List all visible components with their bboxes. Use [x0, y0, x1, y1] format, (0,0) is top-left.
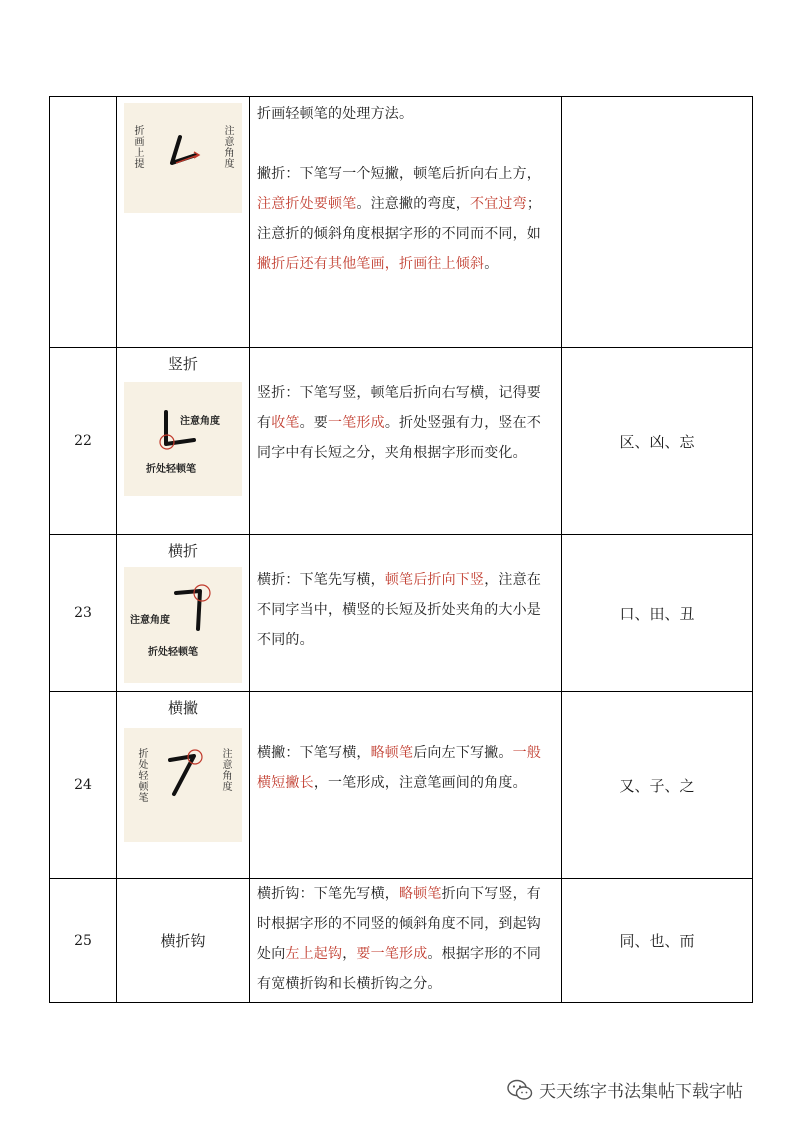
watermark-text: 天天练字书法集帖下载字帖	[539, 1082, 743, 1102]
card-note-right: 注意角度	[222, 125, 233, 169]
hengpie-stroke-icon	[164, 742, 208, 802]
text-run: 。	[484, 256, 499, 272]
examples-cell	[562, 97, 753, 348]
highlight-text: 要一笔形成	[356, 946, 428, 962]
table-row	[50, 97, 753, 348]
card-note-left: 折画上提	[132, 125, 143, 169]
highlight-text: 注意折处要顿笔	[257, 196, 357, 212]
stroke-cell	[117, 535, 250, 692]
examples-cell: 同、也、而	[562, 879, 753, 1003]
text-run: 横撇：下笔写横，	[257, 745, 371, 761]
examples-cell: 又、子、之	[562, 692, 753, 879]
stroke-cell	[117, 348, 250, 535]
stroke-name: 竖折	[167, 355, 198, 373]
highlight-text: 撇折后还有其他笔画，折画往上倾斜	[257, 256, 485, 272]
description-text	[257, 159, 555, 279]
table-row	[50, 879, 753, 1003]
card-note-bottom: 折处轻顿笔	[148, 647, 198, 658]
stroke-illustration	[124, 728, 242, 842]
text-run: 撇折：下笔写一个短撇，顿笔后折向右上方，	[257, 166, 541, 182]
description-cell	[250, 348, 562, 535]
shuzhe-stroke-icon	[154, 408, 204, 458]
text-run: 折向下写竖，有时根据字形的不同竖的倾斜角度不同，到起钩处向	[257, 886, 542, 962]
text-run: ，	[342, 946, 357, 962]
row-number: 24	[50, 692, 117, 879]
description-cell	[250, 879, 562, 1003]
stroke-cell	[117, 879, 250, 1003]
card-note-middle: 注意角度	[130, 615, 170, 626]
text-run: 横折钩：下笔先写横，	[257, 886, 399, 902]
description-text	[257, 879, 555, 999]
highlight-text: 略顿笔	[370, 745, 414, 761]
table-row	[50, 692, 753, 879]
stroke-name: 横折钩	[160, 932, 206, 950]
stroke-name: 横撇	[167, 699, 198, 717]
highlight-text: 顿笔后折向下竖	[384, 572, 485, 588]
stroke-illustration	[124, 382, 242, 496]
highlight-text: 左上起钩	[285, 946, 343, 962]
examples-cell: 口、田、丑	[562, 535, 753, 692]
piezhe-stroke-icon	[166, 133, 206, 173]
row-number: 22	[50, 348, 117, 535]
watermark	[507, 1077, 743, 1102]
text-run: 。根据字形的不同有宽横折钩和长横折钩之分。	[257, 946, 542, 992]
highlight-text: 收笔	[271, 415, 300, 431]
table-row	[50, 348, 753, 535]
hengzhe-stroke-icon	[168, 577, 218, 637]
table-row	[50, 535, 753, 692]
description-cell	[250, 535, 562, 692]
wechat-icon	[507, 1079, 533, 1101]
description-cell	[250, 97, 562, 348]
card-note-bottom: 折处轻顿笔	[146, 464, 196, 475]
text-run: ，一笔形成，注意笔画间的角度。	[313, 775, 527, 791]
description-text: 折画轻顿笔的处理方法。	[257, 106, 414, 122]
row-number	[50, 97, 117, 348]
description-text	[257, 565, 555, 655]
stroke-illustration	[124, 567, 242, 683]
description-text	[257, 738, 555, 798]
text-run: 。注意撇的弯度，	[356, 196, 471, 212]
stroke-table	[49, 96, 753, 1003]
stroke-cell	[117, 97, 250, 348]
description-cell	[250, 692, 562, 879]
text-run: 。要	[299, 415, 329, 431]
text-run: ，注意在不同字当中，横竖的长短及折处夹角的大小是不同的。	[257, 572, 542, 648]
card-note-top: 注意角度	[180, 416, 220, 427]
spacer	[257, 129, 555, 159]
stroke-cell	[117, 692, 250, 879]
text-run: 。折处竖强有力，竖在不同字中有长短之分，夹角根据字形而变化。	[257, 415, 542, 461]
card-note-right: 注意角度	[220, 748, 231, 792]
text-run: 竖折：下笔写竖，顿笔后折向右写横，记得要有	[257, 385, 541, 431]
text-run: ；注意折的倾斜角度根据字形的不同而不同，如	[257, 196, 542, 242]
highlight-text: 一笔形成	[328, 415, 385, 431]
examples-cell: 区、凶、忘	[562, 348, 753, 535]
highlight-text: 一般横短撇长	[257, 745, 542, 791]
highlight-text: 略顿笔	[399, 886, 442, 902]
highlight-text: 不宜过弯	[470, 196, 527, 212]
row-number: 25	[50, 879, 117, 1003]
stroke-illustration	[124, 103, 242, 213]
stroke-name: 横折	[167, 542, 198, 560]
row-number: 23	[50, 535, 117, 692]
description-text	[257, 378, 555, 468]
card-note-left: 折处轻顿笔	[136, 748, 147, 803]
text-run: 后向左下写撇。	[413, 745, 513, 761]
text-run: 横折：下笔先写横，	[257, 572, 385, 588]
